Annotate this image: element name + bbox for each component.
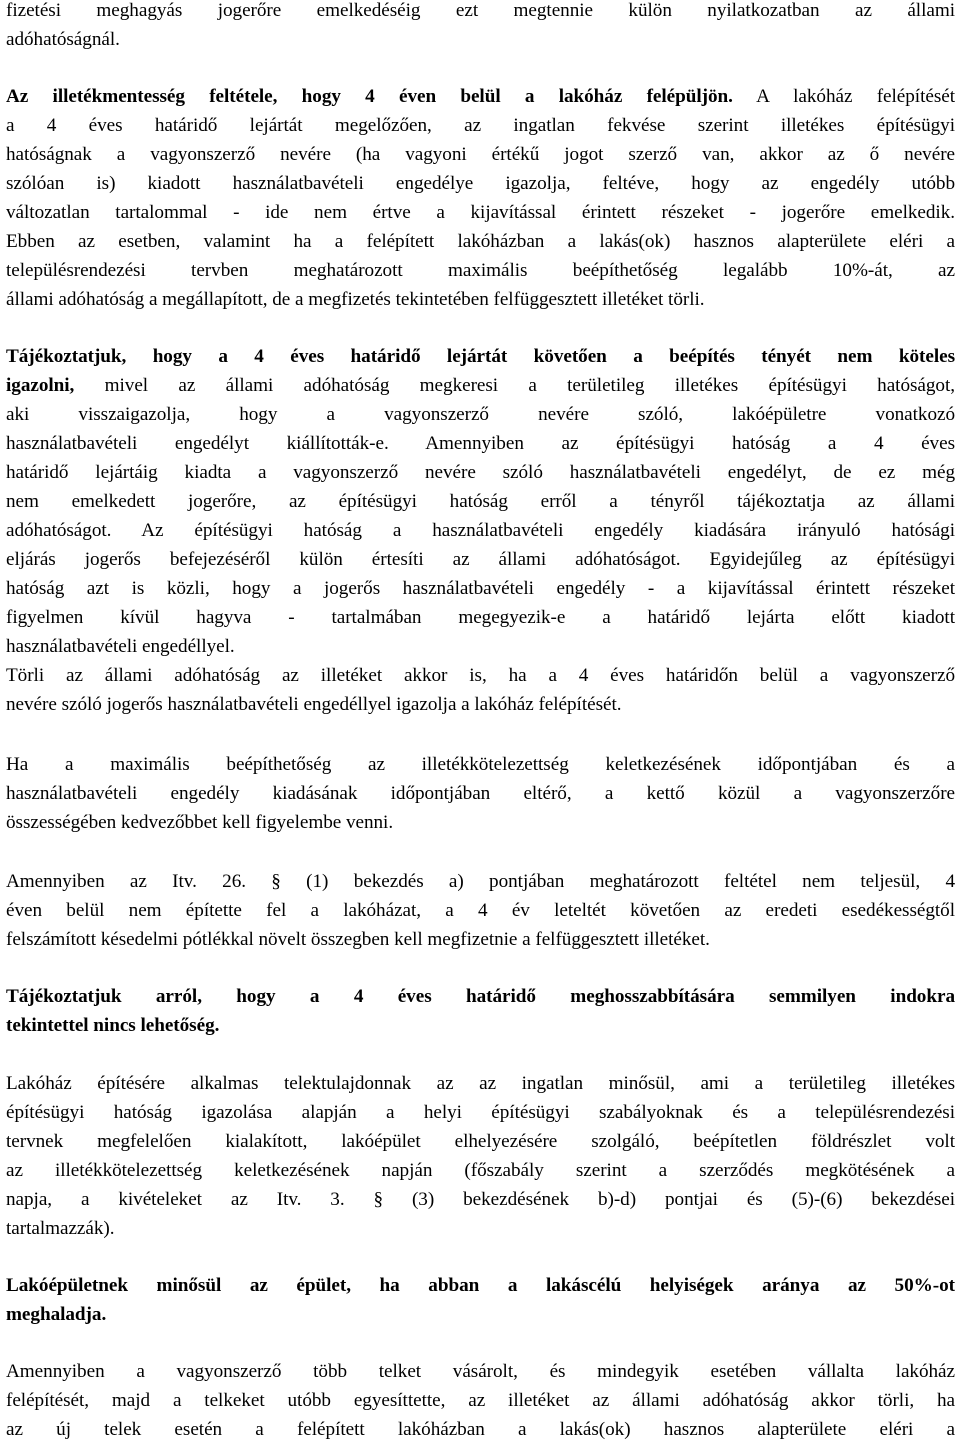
text-line <box>6 1156 955 1185</box>
text-line <box>6 371 955 400</box>
text-segment: a 4 éves határidő lejártát megelőzően, az ingatlan fekvése szerint illetékes építésügyi <box>6 115 955 136</box>
text-segment: határidő lejártáig kiadta a vagyonszerző nevére szóló használatbavételi engedélyt, de ez még <box>6 462 955 483</box>
text-segment: mivel az állami adóhatóság megkeresi a területileg illetékes építésügyi hatóságot, <box>74 375 955 396</box>
text-line <box>6 487 955 516</box>
text-segment: használatbavételi engedéllyel. <box>6 636 235 657</box>
text-line <box>6 1011 955 1040</box>
text-line <box>6 458 955 487</box>
text-segment: eljárás jogerős befejezéséről külön értesíti az állami adóhatóságot. Egyidejűleg az építésügyi <box>6 549 955 570</box>
text-line <box>6 1098 955 1127</box>
text-line <box>6 603 955 632</box>
text-segment: Törli az állami adóhatóság az illetéket akkor is, ha a 4 éves határidőn belül a vagyonszerző <box>6 665 955 686</box>
text-line <box>6 1214 955 1243</box>
text-line <box>6 574 955 603</box>
text-segment: tervnek megfelelően kialakított, lakóépület elhelyezésére szolgáló, beépítetlen földrészlet volt <box>6 1131 955 1152</box>
text-line <box>6 1386 955 1415</box>
text-segment: Ha a maximális beépíthetőség az illetékkötelezettség keletkezésének időpontjában és a <box>6 754 955 775</box>
text-segment: az új telek esetén a felépített lakóházban a lakás(ok) hasznos alapterülete eléri a <box>6 1419 955 1440</box>
text-line <box>6 1127 955 1156</box>
text-segment: használatbavételi engedély kiadásának időpontjában eltérő, a kettő közül a vagyonszerzőre <box>6 783 955 804</box>
text-line <box>6 690 955 719</box>
text-line <box>6 285 955 314</box>
text-line <box>6 342 955 371</box>
text-line <box>6 1357 955 1386</box>
text-segment: összességében kedvezőbbet kell figyelembe venni. <box>6 812 394 833</box>
text-line <box>6 982 955 1011</box>
text-line <box>6 111 955 140</box>
text-line <box>6 1185 955 1214</box>
text-segment: Tájékoztatjuk, hogy a 4 éves határidő lejártát követően a beépítés tényét nem köteles <box>6 346 955 367</box>
text-line <box>6 896 955 925</box>
text-line <box>6 82 955 111</box>
text-segment: felépítését, majd a telkeket utóbb egyesíttette, az illetéket az állami adóhatóság akkor törli, ha <box>6 1390 955 1411</box>
text-segment: tekintettel nincs lehetőség. <box>6 1015 220 1036</box>
text-line <box>6 632 955 661</box>
text-line <box>6 198 955 227</box>
text-segment: felszámított késedelmi pótlékkal növelt összegben kell megfizetnie a felfüggesztett illetéket. <box>6 929 710 950</box>
text-segment: éven belül nem építette fel a lakóházat, a 4 év leteltét követően az eredeti esedékességtől <box>6 900 955 921</box>
text-segment: az illetékkötelezettség keletkezésének napján (főszabály szerint a szerződés megkötésének a <box>6 1160 955 1181</box>
text-segment: napja, a kivételeket az Itv. 3. § (3) bekezdésének b)-d) pontjai és (5)-(6) bekezdései <box>6 1189 955 1210</box>
text-segment: Tájékoztatjuk arról, hogy a 4 éves határidő meghosszabbítására semmilyen indokra <box>6 986 955 1007</box>
text-segment: szólóan is) kiadott használatbavételi engedélye igazolja, feltéve, hogy az engedély utóbb <box>6 173 955 194</box>
text-segment: A lakóház felépítését <box>732 86 955 107</box>
text-line <box>6 1271 955 1300</box>
text-segment: Lakóház építésére alkalmas telektulajdonnak az az ingatlan minősül, ami a területileg illetékes <box>6 1073 955 1094</box>
text-segment: építésügyi hatóság igazolása alapján a helyi építésügyi szabályoknak és a településrendezési <box>6 1102 955 1123</box>
text-line <box>6 256 955 285</box>
text-segment: adóhatóságot. Az építésügyi hatóság a használatbavételi engedély kiadására irányuló hatósági <box>6 520 955 541</box>
text-segment: Ebben az esetben, valamint ha a felépített lakóházban a lakás(ok) hasznos alapterülete eléri a <box>6 231 955 252</box>
text-line <box>6 808 955 837</box>
text-segment: nevére szóló jogerős használatbavételi engedéllyel igazolja a lakóház felépítését. <box>6 694 622 715</box>
text-segment: hatóság azt is közli, hogy a jogerős használatbavételi engedély - a kijavítással érintett részeket <box>6 578 955 599</box>
text-line <box>6 779 955 808</box>
text-segment: igazolni, <box>6 375 75 396</box>
text-segment: használatbavételi engedélyt kiállították-e. Amennyiben az építésügyi hatóság a 4 éves <box>6 433 955 454</box>
text-segment: adóhatóságnál. <box>6 29 120 50</box>
text-segment: aki visszaigazolja, hogy a vagyonszerző nevére szóló, lakóépületre vonatkozó <box>6 404 955 425</box>
text-line <box>6 140 955 169</box>
text-segment: meghaladja. <box>6 1304 107 1325</box>
text-segment: Lakóépületnek minősül az épület, ha abban a lakáscélú helyiségek aránya az 50%-ot <box>6 1275 955 1296</box>
text-line <box>6 1300 955 1329</box>
text-line <box>6 1069 955 1098</box>
text-line <box>6 661 955 690</box>
text-segment: tartalmazzák). <box>6 1218 115 1239</box>
text-line <box>6 516 955 545</box>
text-line <box>6 429 955 458</box>
text-line <box>6 1415 955 1444</box>
text-segment: állami adóhatóság a megállapított, de a megfizetés tekintetében felfüggesztett illetéket törli. <box>6 289 705 310</box>
text-segment: Amennyiben az Itv. 26. § (1) bekezdés a) pontjában meghatározott feltétel nem teljesül, 4 <box>6 871 955 892</box>
text-line <box>6 750 955 779</box>
text-segment: Amennyiben a vagyonszerző több telket vásárolt, és mindegyik esetében vállalta lakóház <box>6 1361 955 1382</box>
text-line <box>6 25 955 54</box>
text-segment: településrendezési tervben meghatározott maximális beépíthetőség legalább 10%-át, az <box>6 260 955 281</box>
text-line <box>6 227 955 256</box>
text-line <box>6 0 955 25</box>
text-line <box>6 545 955 574</box>
text-line <box>6 867 955 896</box>
text-segment: változatlan tartalommal - ide nem értve a kijavítással érintett részeket - jogerőre emelkedik. <box>6 202 955 223</box>
text-segment: figyelmen kívül hagyva - tartalmában megegyezik-e a határidő lejárta előtt kiadott <box>6 607 955 628</box>
text-line <box>6 169 955 198</box>
text-line <box>6 400 955 429</box>
text-segment: hatóságnak a vagyonszerző nevére (ha vagyoni értékű jogot szerző van, akkor az ő nevére <box>6 144 955 165</box>
text-segment: fizetési meghagyás jogerőre emelkedéséig ezt megtennie külön nyilatkozatban az állami <box>6 0 955 21</box>
text-line <box>6 925 955 954</box>
text-segment: Az illetékmentesség feltétele, hogy 4 éven belül a lakóház felépüljön. <box>6 86 733 107</box>
text-segment: nem emelkedett jogerőre, az építésügyi hatóság erről a tényről tájékoztatja az állami <box>6 491 955 512</box>
